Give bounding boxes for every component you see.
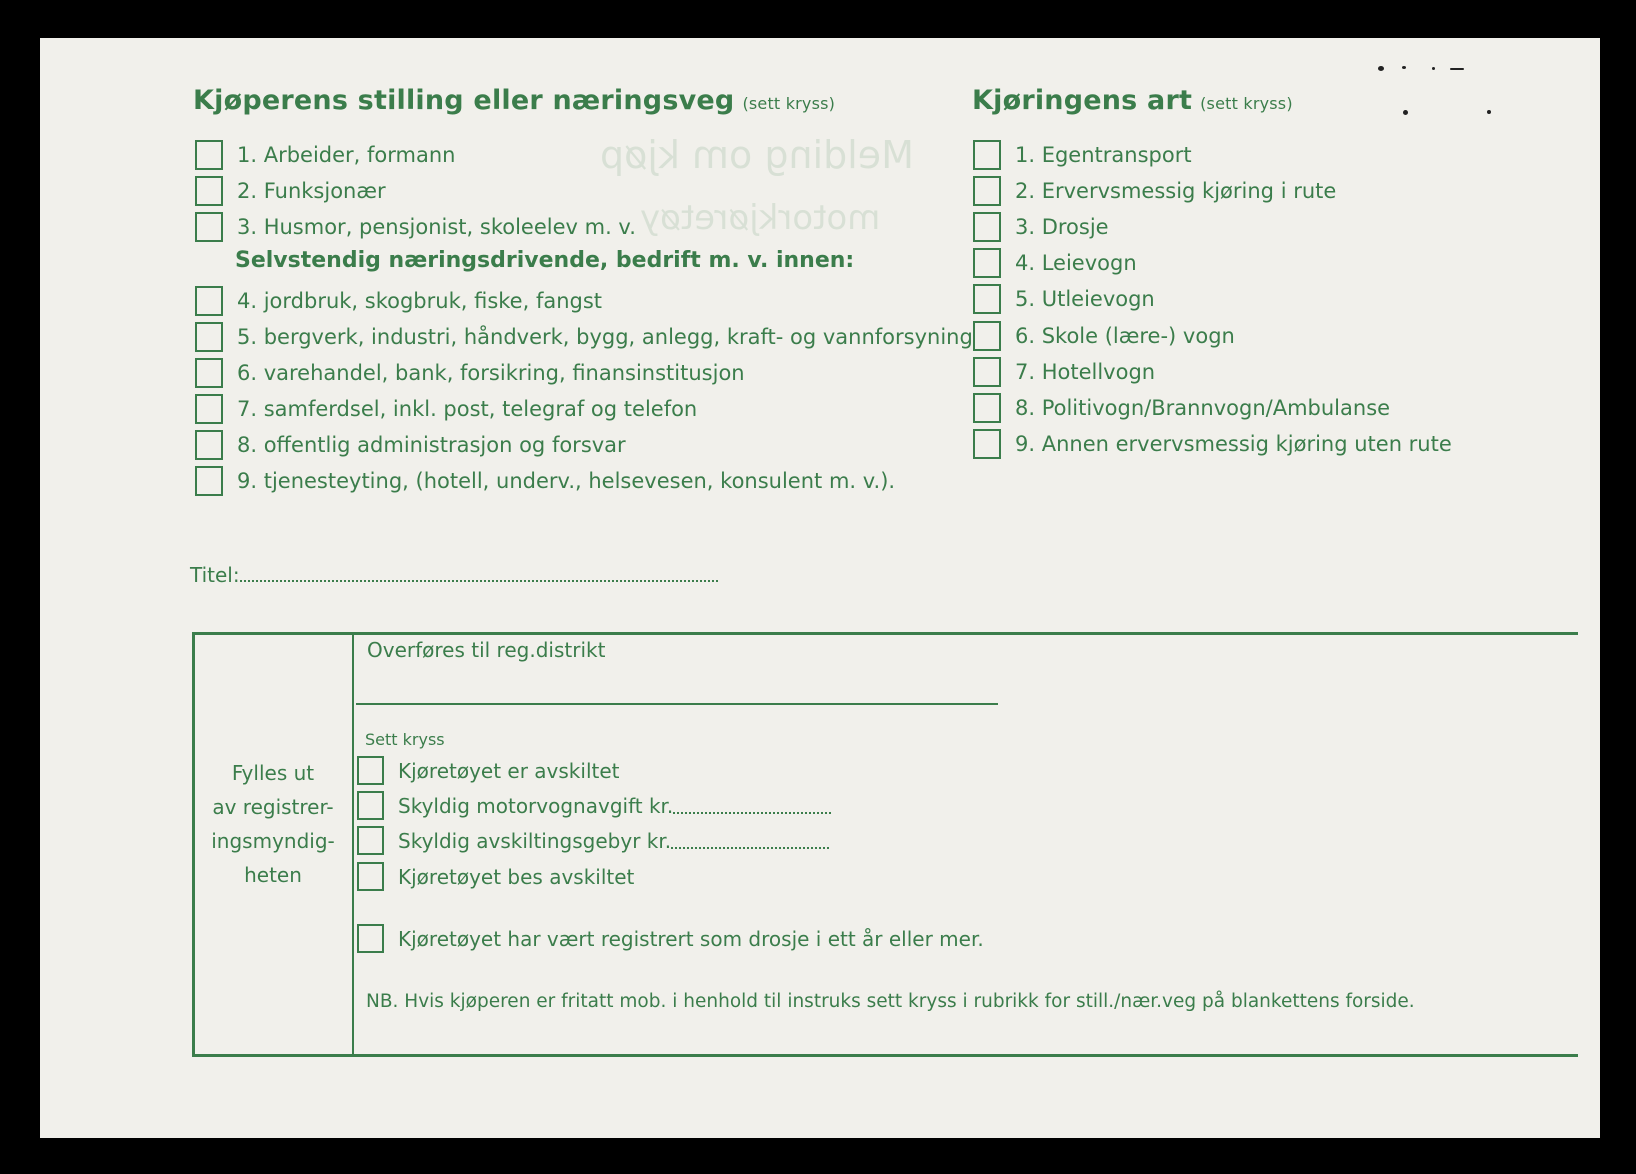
driving-option-3[interactable] bbox=[973, 212, 1109, 242]
checkbox[interactable] bbox=[973, 248, 1001, 278]
office-side-line-2: av registrer- bbox=[212, 795, 334, 819]
transfer-district-label: Overføres til reg.distrikt bbox=[367, 638, 606, 662]
sett-kryss-label: Sett kryss bbox=[365, 730, 445, 749]
checkbox[interactable] bbox=[357, 791, 384, 820]
checkbox[interactable] bbox=[195, 286, 223, 316]
self-employed-subheading: Selvstendig næringsdrivende, bedrift m. v. innen: bbox=[235, 248, 855, 273]
office-check-drosje[interactable] bbox=[357, 924, 984, 953]
driving-option-2[interactable] bbox=[973, 176, 1336, 206]
buyer-occupation-title: Kjøperens stilling eller næringsveg bbox=[193, 85, 735, 116]
ink-speck bbox=[1450, 68, 1464, 70]
ink-speck bbox=[1402, 66, 1406, 69]
option-label: 1. Arbeider, formann bbox=[237, 143, 456, 167]
occupation-option-4[interactable] bbox=[195, 286, 602, 316]
option-label: 2. Funksjonær bbox=[237, 179, 386, 203]
option-label: 7. samferdsel, inkl. post, telegraf og telefon bbox=[237, 397, 698, 421]
option-label: 3. Husmor, pensjonist, skoleelev m. v. bbox=[237, 215, 636, 239]
ink-speck bbox=[1403, 110, 1408, 115]
buyer-occupation-heading bbox=[193, 85, 835, 116]
option-label: 5. bergverk, industri, håndverk, bygg, anlegg, kraft- og vannforsyning bbox=[237, 325, 973, 349]
option-label: 2. Ervervsmessig kjøring i rute bbox=[1015, 179, 1337, 203]
checkbox[interactable] bbox=[973, 357, 1001, 387]
checkbox[interactable] bbox=[973, 393, 1001, 423]
office-side-line-1: Fylles ut bbox=[231, 761, 315, 785]
checkbox[interactable] bbox=[973, 429, 1001, 459]
check-label: Kjøretøyet er avskiltet bbox=[398, 758, 620, 783]
option-label: 6. Skole (lære-) vogn bbox=[1015, 324, 1235, 348]
titel-field[interactable] bbox=[190, 563, 718, 587]
office-box-divider bbox=[352, 632, 354, 1057]
option-label: 6. varehandel, bank, forsikring, finansinstitusjon bbox=[237, 361, 745, 385]
office-check-2[interactable] bbox=[357, 791, 831, 820]
office-side-line-3: ingsmyndig- bbox=[211, 829, 335, 853]
driving-type-note: (sett kryss) bbox=[1200, 94, 1293, 113]
office-box-top-border bbox=[192, 632, 1578, 635]
checkbox[interactable] bbox=[973, 176, 1001, 206]
office-check-4[interactable] bbox=[357, 862, 634, 891]
check-label: Kjøretøyet har vært registrert som drosje i ett år eller mer. bbox=[398, 926, 984, 951]
occupation-option-9[interactable] bbox=[195, 466, 895, 496]
occupation-option-6[interactable] bbox=[195, 358, 745, 388]
checkbox[interactable] bbox=[357, 756, 384, 785]
option-label: 8. Politivogn/Brannvogn/Ambulanse bbox=[1015, 396, 1391, 420]
checkbox[interactable] bbox=[357, 826, 384, 855]
office-box-left-border bbox=[192, 632, 195, 1057]
ink-speck bbox=[1487, 110, 1491, 114]
checkbox[interactable] bbox=[195, 176, 223, 206]
option-label: 9. tjenesteyting, (hotell, underv., helsevesen, konsulent m. v.). bbox=[237, 469, 896, 493]
option-label: 7. Hotellvogn bbox=[1015, 360, 1156, 384]
driving-option-1[interactable] bbox=[973, 140, 1192, 170]
amount-dotted-line[interactable] bbox=[673, 798, 831, 814]
checkbox[interactable] bbox=[195, 466, 223, 496]
bleed-through-text: Melding om kjøp bbox=[600, 133, 914, 177]
option-label: 9. Annen ervervsmessig kjøring uten rute bbox=[1015, 432, 1452, 456]
ink-speck bbox=[1432, 67, 1435, 70]
driving-option-4[interactable] bbox=[973, 248, 1137, 278]
fee-dotted-line[interactable] bbox=[671, 833, 829, 849]
office-side-line-4: heten bbox=[244, 863, 302, 887]
office-side-label bbox=[198, 756, 348, 892]
buyer-occupation-note: (sett kryss) bbox=[742, 94, 836, 113]
check-label: Kjøretøyet bes avskiltet bbox=[398, 864, 635, 889]
transfer-district-field[interactable] bbox=[356, 703, 998, 705]
occupation-option-7[interactable] bbox=[195, 394, 697, 424]
office-check-1[interactable] bbox=[357, 756, 620, 785]
occupation-option-8[interactable] bbox=[195, 430, 626, 460]
bleed-through-text-2: motorkjøretøy bbox=[640, 198, 881, 238]
option-label: 3. Drosje bbox=[1015, 215, 1109, 239]
option-label: 5. Utleievogn bbox=[1015, 287, 1155, 311]
option-label: 8. offentlig administrasjon og forsvar bbox=[237, 433, 626, 457]
driving-option-7[interactable] bbox=[973, 357, 1155, 387]
checkbox[interactable] bbox=[973, 284, 1001, 314]
occupation-option-1[interactable] bbox=[195, 140, 455, 170]
checkbox[interactable] bbox=[195, 212, 223, 242]
check-label: Skyldig motorvognavgift kr. bbox=[398, 793, 674, 818]
driving-type-title: Kjøringens art bbox=[972, 85, 1193, 116]
occupation-option-2[interactable] bbox=[195, 176, 386, 206]
checkbox[interactable] bbox=[195, 322, 223, 352]
driving-option-6[interactable] bbox=[973, 321, 1235, 351]
option-label: 4. Leievogn bbox=[1015, 251, 1137, 275]
checkbox[interactable] bbox=[357, 924, 384, 953]
option-label: 1. Egentransport bbox=[1015, 143, 1192, 167]
checkbox[interactable] bbox=[195, 394, 223, 424]
checkbox[interactable] bbox=[973, 321, 1001, 351]
driving-option-8[interactable] bbox=[973, 393, 1390, 423]
checkbox[interactable] bbox=[357, 862, 384, 891]
occupation-option-5[interactable] bbox=[195, 322, 973, 352]
titel-label: Titel: bbox=[190, 563, 240, 587]
form-paper bbox=[40, 38, 1600, 1138]
checkbox[interactable] bbox=[973, 140, 1001, 170]
occupation-option-3[interactable] bbox=[195, 212, 636, 242]
driving-option-9[interactable] bbox=[973, 429, 1452, 459]
option-label: 4. jordbruk, skogbruk, fiske, fangst bbox=[237, 289, 603, 313]
driving-option-5[interactable] bbox=[973, 284, 1155, 314]
check-label: Skyldig avskiltingsgebyr kr. bbox=[398, 828, 672, 853]
nb-note: NB. Hvis kjøperen er fritatt mob. i henhold til instruks sett kryss i rubrikk for still./nær.veg på blankettens forside. bbox=[366, 991, 1415, 1012]
checkbox[interactable] bbox=[195, 358, 223, 388]
titel-dotted-line[interactable] bbox=[240, 566, 718, 582]
driving-type-heading bbox=[972, 85, 1293, 116]
checkbox[interactable] bbox=[195, 140, 223, 170]
checkbox[interactable] bbox=[195, 430, 223, 460]
office-box-bottom-border bbox=[192, 1054, 1578, 1057]
checkbox[interactable] bbox=[973, 212, 1001, 242]
ink-speck bbox=[1378, 66, 1384, 71]
office-check-3[interactable] bbox=[357, 826, 829, 855]
